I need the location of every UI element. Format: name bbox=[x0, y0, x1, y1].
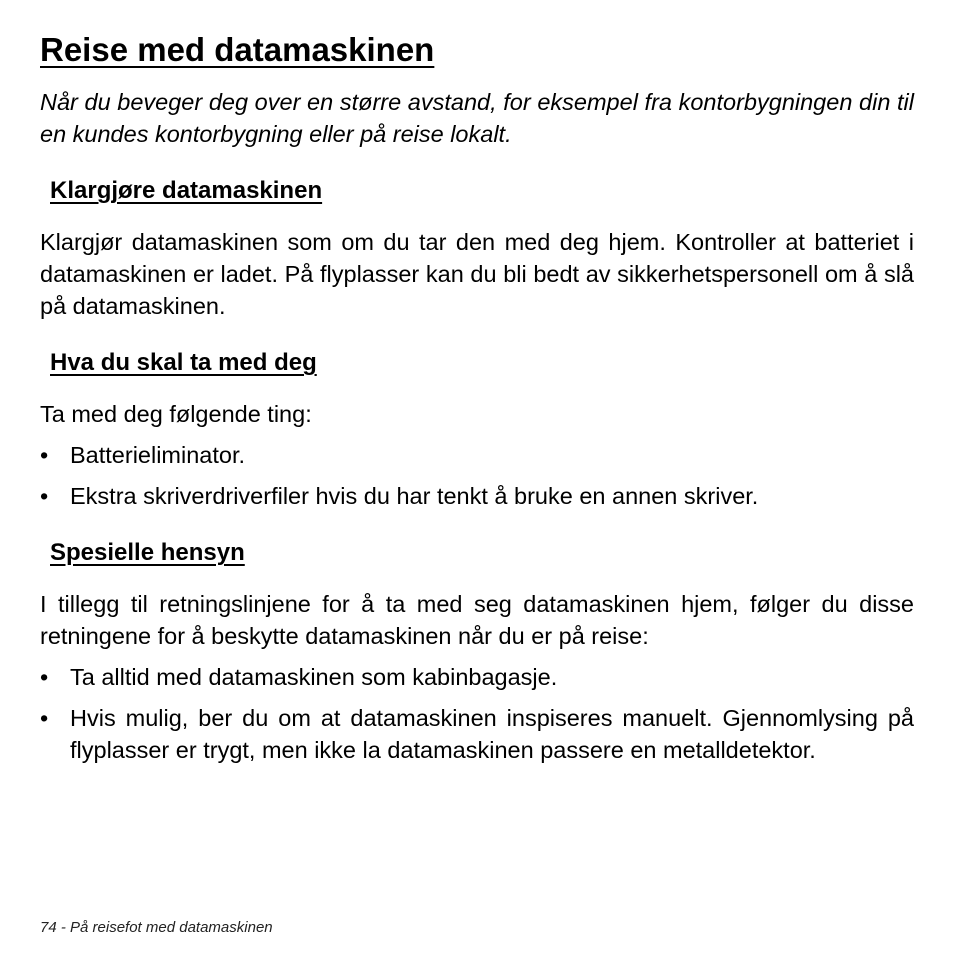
section-heading-spesielle-hensyn: Spesielle hensyn bbox=[50, 539, 245, 566]
bullet-list-ta-med bbox=[40, 439, 914, 521]
list-item bbox=[40, 661, 914, 693]
list-item bbox=[40, 439, 914, 471]
page-title: Reise med datamaskinen bbox=[40, 31, 435, 68]
list-item-text: Ekstra skriverdriverfiler hvis du har tenkt å bruke en annen skriver. bbox=[70, 483, 759, 509]
bullet-marker: • bbox=[40, 664, 49, 690]
section-heading-klargjore: Klargjøre datamaskinen bbox=[50, 177, 323, 204]
bullet-marker: • bbox=[40, 483, 49, 509]
list-item-text: Hvis mulig, ber du om at datamaskinen inspiseres manuelt. Gjennomlysing på flyplasser er trygt, men ikke la datamaskinen passere en metalldetektor. bbox=[70, 705, 914, 763]
bullet-marker: • bbox=[40, 442, 49, 468]
list-item bbox=[40, 480, 914, 512]
section-heading-ta-med: Hva du skal ta med deg bbox=[50, 349, 317, 376]
intro-paragraph: Når du beveger deg over en større avstand, for eksempel fra kontorbygningen din til en kundes kontorbygning eller på reise lokalt. bbox=[40, 89, 914, 147]
bullet-list-spesielle-hensyn bbox=[40, 661, 914, 775]
list-item-text: Batterieliminator. bbox=[70, 442, 246, 468]
list-item-text: Ta alltid med datamaskinen som kabinbagasje. bbox=[70, 664, 558, 690]
list-item bbox=[40, 702, 914, 766]
bullet-marker: • bbox=[40, 705, 49, 731]
section-paragraph-ta-med: Ta med deg følgende ting: bbox=[40, 401, 312, 427]
section-paragraph-klargjore: Klargjør datamaskinen som om du tar den med deg hjem. Kontroller at batteriet i datamaskinen er ladet. På flyplasser kan du bli bedt av sikkerhetspersonell om å slå på datamaskinen. bbox=[40, 229, 914, 319]
section-paragraph-spesielle-hensyn: I tillegg til retningslinjene for å ta med seg datamaskinen hjem, følger du disse retningene for å beskytte datamaskinen når du er på reise: bbox=[40, 591, 914, 649]
page-footer: 74 - På reisefot med datamaskinen bbox=[40, 919, 273, 936]
